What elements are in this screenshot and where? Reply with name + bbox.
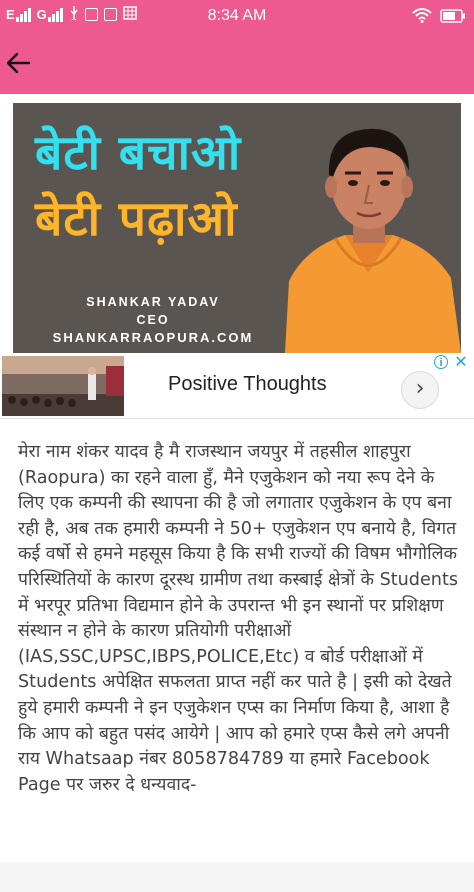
back-button[interactable] <box>5 50 31 76</box>
status-right-icons <box>412 7 466 27</box>
app-bar <box>0 32 474 94</box>
ad-info-icon[interactable]: i <box>434 355 448 369</box>
wifi-icon <box>412 7 432 27</box>
banner-name: SHANKAR YADAV <box>86 295 220 309</box>
status-time: 8:34 AM <box>207 7 267 24</box>
banner-designation: CEO <box>136 313 170 327</box>
about-text: मेरा नाम शंकर यादव है मै राजस्थान जयपुर में तहसील शाहपुरा (Raopura) का रहने वाला हुँ, मैने एजुकेशन को नया रूप देने के लिए एक कम्पनी की स्थापना की है जो लगातार एजुकेशन के एप बना रही है, अब तक हमारी कम्पनी ने 50+ एजुकेशन एप बनाये है, विगत कई वर्षो से हमने महसूस किया है कि सभी राज्यों की विषम भौगोलिक परिस्थितियों के कारण दूरस्थ ग्रामीण तथा कस्बाई क्षेत्रों के Students में भरपूर प्रतिभा विद्यमान होने के उपरान्त भी इन स्थानों पर प्रशिक्षण संस्थान न होने के कारण प्रतियोगी परीक्षाओं (IAS,SSC,UPSC,IBPS,POLICE,Etc) व बोर्ड परीक्षाओं में Students अपेक्षित सफलता प्राप्त नहीं कर पाते है | इसी को देखते हुये हमारी कम्पनी ने इन एजुकेशन एप्स का निर्माण किया है, आशा है कि आप को बहुत पसंद आयेगे | आप को हमारे एप्स कैसे लगे अपनी राय Whatsaap नंबर 8058784789 या हमारे Facebook Page पर जरुर दे धन्यवाद- <box>18 442 459 795</box>
status-bar <box>0 0 474 32</box>
battery-icon <box>440 8 466 27</box>
ad-close-icon[interactable]: ✕ <box>454 352 468 371</box>
banner-website: SHANKARRAOPURA.COM <box>52 330 254 345</box>
carrier-label-2: G <box>36 7 47 22</box>
footer-strip <box>0 862 474 892</box>
founder-photo <box>275 113 461 353</box>
ad-title[interactable]: Positive Thoughts <box>168 373 327 395</box>
carrier-label-1: E <box>6 7 15 22</box>
ad-banner[interactable] <box>0 353 474 419</box>
arrow-back-icon <box>5 50 31 76</box>
ad-image <box>2 356 124 416</box>
ad-open-button[interactable]: › <box>401 371 439 409</box>
hero-banner <box>13 103 461 353</box>
slogan-line-2: बेटी पढ़ाओ <box>35 191 238 247</box>
banner-info <box>33 293 273 347</box>
slogan-line-1: बेटी बचाओ <box>35 125 242 181</box>
